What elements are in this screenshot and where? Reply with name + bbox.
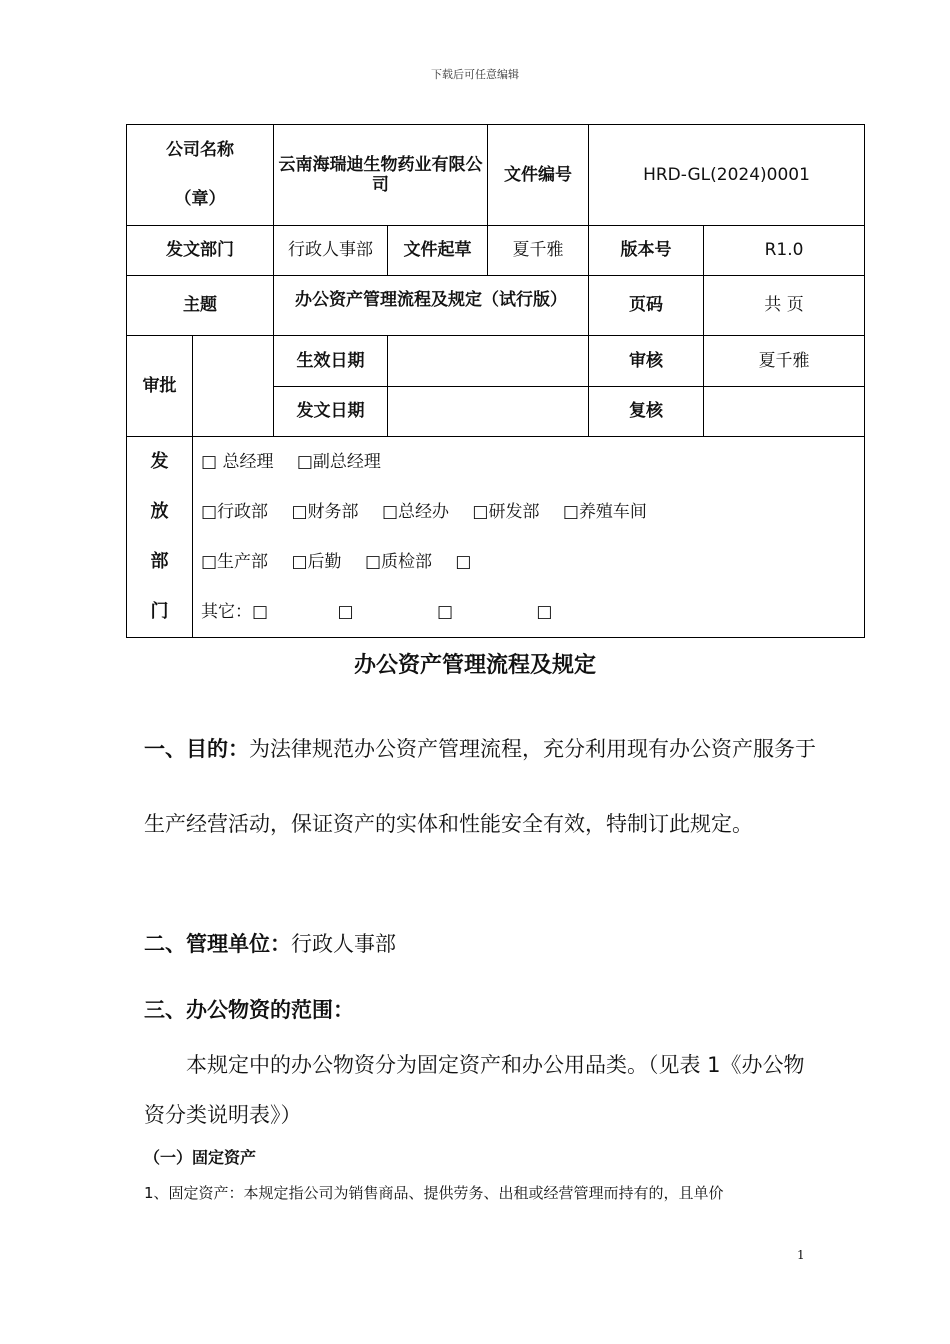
dist-checkbox-finance[interactable]: □财务部	[291, 502, 359, 522]
dist-row	[201, 587, 864, 637]
document-info-table	[126, 124, 865, 638]
dist-checkbox-other-3[interactable]: □	[436, 602, 453, 622]
issue-date-value	[388, 387, 589, 437]
dist-checkbox-blank[interactable]: □	[455, 552, 472, 572]
header-note: 下载后可任意编辑	[431, 68, 519, 81]
pages-label: 页码	[589, 276, 704, 336]
reviewer: 夏千雅	[704, 336, 865, 387]
distribution-label	[127, 437, 193, 638]
subject-label: 主题	[127, 276, 274, 336]
dist-label-char: 放	[150, 501, 169, 522]
section-purpose-heading: 一、目的：	[144, 737, 249, 761]
section-management-unit	[144, 928, 824, 958]
dist-checkbox-logistics[interactable]: □后勤	[291, 552, 342, 572]
dist-checkbox-rnd[interactable]: □研发部	[472, 502, 540, 522]
section-scope-heading: 三、办公物资的范围：	[144, 998, 354, 1022]
company-label: 公司名称	[166, 140, 234, 160]
version: R1.0	[704, 226, 865, 276]
drafter: 夏千雅	[488, 226, 589, 276]
dist-checkbox-gm-office[interactable]: □总经办	[381, 502, 449, 522]
section-purpose	[144, 712, 824, 862]
recheck-label: 复核	[589, 387, 704, 437]
dist-row	[201, 437, 864, 487]
dist-row	[201, 537, 864, 587]
dist-row	[201, 487, 864, 537]
subsection-fixed-assets: （一）固定资产	[144, 1148, 257, 1167]
dist-checkbox-other-4[interactable]: □	[536, 602, 553, 622]
issuing-dept: 行政人事部	[274, 226, 388, 276]
dist-label-char: 部	[150, 551, 169, 572]
distribution-list	[193, 437, 865, 638]
dist-checkbox-gm[interactable]: □ 总经理	[201, 452, 274, 472]
company-name: 云南海瑞迪生物药业有限公司	[274, 125, 488, 226]
approval-value	[193, 336, 274, 437]
section-scope-body: 本规定中的办公物资分为固定资产和办公用品类。（见表 1《办公物资分类说明表》）	[144, 1053, 805, 1127]
recheck-value	[704, 387, 865, 437]
approval-label: 审批	[127, 336, 193, 437]
effective-date-value	[388, 336, 589, 387]
dist-checkbox-breeding[interactable]: □养殖车间	[562, 502, 647, 522]
document-title: 办公资产管理流程及规定	[353, 653, 596, 678]
dist-checkbox-other[interactable]: 其它：□	[201, 602, 269, 622]
company-seal-label: （章）	[174, 189, 226, 209]
drafter-label: 文件起草	[388, 226, 488, 276]
page-number: 1	[797, 1248, 805, 1262]
doc-no: HRD-GL(2024)0001	[589, 125, 865, 226]
issue-date-label: 发文日期	[274, 387, 388, 437]
section-management-body: 行政人事部	[291, 932, 396, 956]
dist-label-char: 门	[150, 601, 169, 622]
section-purpose-body: 为法律规范办公资产管理流程，充分利用现有办公资产服务于生产经营活动，保证资产的实体和性能安全有效，特制订此规定。	[144, 737, 816, 836]
item-fixed-assets-definition: 1、固定资产：本规定指公司为销售商品、提供劳务、出租或经营管理而持有的，且单价	[144, 1184, 724, 1202]
dist-checkbox-other-2[interactable]: □	[337, 602, 354, 622]
company-label-cell	[127, 125, 274, 226]
dist-checkbox-production[interactable]: □生产部	[201, 552, 269, 572]
doc-no-label: 文件编号	[488, 125, 589, 226]
version-label: 版本号	[589, 226, 704, 276]
section-management-heading: 二、管理单位：	[144, 932, 291, 956]
dist-checkbox-admin[interactable]: □行政部	[201, 502, 269, 522]
dist-checkbox-qc[interactable]: □质检部	[364, 552, 432, 572]
issuing-dept-label: 发文部门	[127, 226, 274, 276]
subject: 办公资产管理流程及规定（试行版）	[274, 276, 589, 336]
dist-label-char: 发	[150, 451, 169, 472]
dist-checkbox-deputy-gm[interactable]: □副总经理	[296, 452, 381, 472]
pages: 共 页	[704, 276, 865, 336]
review-label: 审核	[589, 336, 704, 387]
effective-date-label: 生效日期	[274, 336, 388, 387]
